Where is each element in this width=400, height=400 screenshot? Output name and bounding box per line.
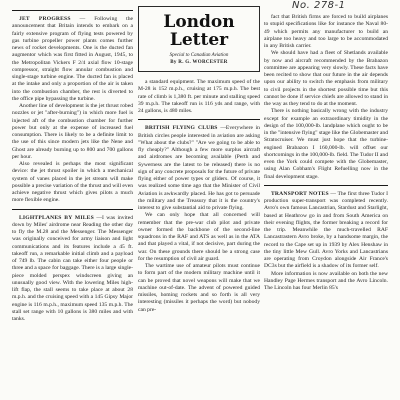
paragraph: fact that British firms are forced to build airplanes to stupid specifications like for instance the Naval 80-49 which permits any manufacturer to build an airplane too heavy and too large to be accommodated in any British carrier. — [264, 14, 388, 49]
paragraph: Also revealed is perhaps the most significant device: the jet thrust spoiler in which a mechanical system of vanes placed in the jet stream will make possible a precise variation of the thrust and will even achieve negative thrust which gives pilots a much more flexible engine. — [12, 161, 133, 204]
column-1 — [12, 6, 133, 398]
section-heading-transport-notes: TRANSPORT NOTES — [271, 190, 329, 197]
masthead-subtitle: Special to Canadian Aviation — [169, 53, 229, 58]
masthead — [138, 6, 260, 72]
section-rule — [12, 209, 133, 211]
column-3 — [264, 14, 388, 398]
masthead-byline: By R. G. WORCESTER — [170, 60, 228, 65]
paragraph: BRITISH FLYING CLUBS —Everywhere in British circles people interested in aviation are asking "What about the clubs?" "Are we going to be able to fly cheaply?" Although a few more surplus aircraft and airdromes are becoming available (Perth and Sywerness are the latest to be released) there is no sign of any concrete proposals for the future of private flying either of power types or gliders. Of course, it was realized some time ago that the Minister of Civil Aviation is awkwardly placed. He has got to persuade the military and the Treasury that it is the country's interest to give substantial aid to private flying. — [138, 125, 260, 211]
paragraph: We can only hope that all concerned will remember that the pre-war club pilot and private owner formed the backbone of the second-line squadrons in the RAF and ATS as well as in the ATA and that played a vital, if not decisive, part during the war. On these grounds there should be a strong case for the resumption of civil air guard. — [138, 212, 260, 262]
section-rule — [12, 10, 133, 12]
section-rule — [264, 185, 388, 187]
paragraph: More information is now available on both the new Handley Page Hermes transport and the Avro Lincoln. The Lincoln has four Merlin 85's — [264, 270, 388, 291]
column-2 — [138, 6, 260, 398]
paragraph: LIGHTPLANES BY MILES —I was invited down by Miles' airdrome near Reading the other day to fly the M.28 and the Messenger. The Messenger was originally conceived for army liaison and light communications and its features include a 45 ft. takeoff run, a remarkable initial climb and a payload of 749 lb. The cabin can take either four people or three and a space for baggage. There is a large single-piece molded perspex windscreen giving an unusually good view. With the lowering Miles high-lift flap, the stall seems to take place at about 28 m.p.h. and the cruising speed with a 145 Gipsy Major engine is 116 m.p.h., maximum speed 135 m.p.h. The stall set range with 10 gallons is 380 miles and with tanks. — [12, 214, 133, 322]
paragraph: We should have had a fleet of Shetlands available by now and aircraft recommended by the Brabazon committee are appearing very slowly. These facts have been recited to show that our future in the air depends upon our ability to switch the emphasis from military to civil projects in the shortest possible time but this cannot be done if service chiefs are allowed to stand in the way as they tend to do at the moment. — [264, 50, 388, 107]
masthead-title: London Letter — [163, 12, 235, 50]
section-heading-flying-clubs: BRITISH FLYING CLUBS — [145, 125, 218, 132]
section-heading-lightplanes: LIGHTPLANES BY MILES — [19, 214, 94, 221]
paragraph: JET PROGRESS — Following the announcement that Britain intends to embark on a fairly extensive program of flying tests powered by gas turbine propeller power plants comes further news of rocket developments. One is the ducted fan augmentor which was first fitted in August, 1945, to the Metropolitan Vickers F 2/4 axial flow 10-stage compressor, straight flow annular combustion and single-stage turbine engine. The ducted fan is placed at the intake and only a proportion of the air is taken into the combustion chamber, the rest is diverted to the office pipe bypassing the turbine. — [12, 16, 133, 102]
section-rule — [138, 119, 260, 121]
paragraph: The wartime use of amateur pilots must continue to form part of the modern military machine until it can be proved that novel weapons will make that we machine out-of-date. The advent of powered guided missiles, homing rockets and so forth is all very interesting (missiles it perhaps the word) but nobody can pre- — [138, 263, 260, 313]
paragraph: TRANSPORT NOTES — The first three Tudor I production super-transport was completed recently. Avro's own famous Lancastrian, Stardust and Starlight, based at Heathrow go in and from South America on their evening flights, the former breaking a record for the trip. Meanwhile the much-travelled RAF Lancastrastern Avro broke, by a handsome margin, the record to the Cape set up in 1939 by Alex Henshaw in the tiny little Mew Gull. Avro Yorks and Lancastrians are operating from Croydon alongside Air France's DC3s but the airfield is a shadow of its former self. — [264, 190, 388, 270]
paragraph: a standard equipment. The maximum speed of the M-28 is 152 m.p.h., cruising at 175 m.p.h. The best rate of climb is 1,380 ft. per minute and stalling speed 39 m.p.h. The takeoff run is 116 yds and range, with 24 gallons, is 480 miles. — [138, 79, 260, 114]
handwritten-annotation: No. 278-1 — [292, 0, 346, 11]
paragraph: Another line of development is the jet thrust robed nozzles or jet "after-burning") in which more fuel is injected aft of the combustion chamber for further power but only at the expense of increased fuel consumption. There is likely to be a definite limit to the use of this since modern jets like the Nene and Ghost are already burning up to 800 and 700 gallons per hour. — [12, 103, 133, 160]
section-heading-jet-progress: JET PROGRESS — [19, 16, 71, 22]
paragraph: There is nothing basically wrong with the industry except for example an extraordinary timidity in the design of the 100,000-lb. landplane which ought to be in the "intensive flying" stage like the Globemaster and Stratocruiser. We must just hope that the turbine-engined Brabazon I 160,000-lb. will offset our shortcomings in the 100,000-lb. field. The Tudor II and even the York could compete with the Globemaster, using Alan Cobham's Flight Refuelling now in the final development stage. — [264, 108, 388, 180]
